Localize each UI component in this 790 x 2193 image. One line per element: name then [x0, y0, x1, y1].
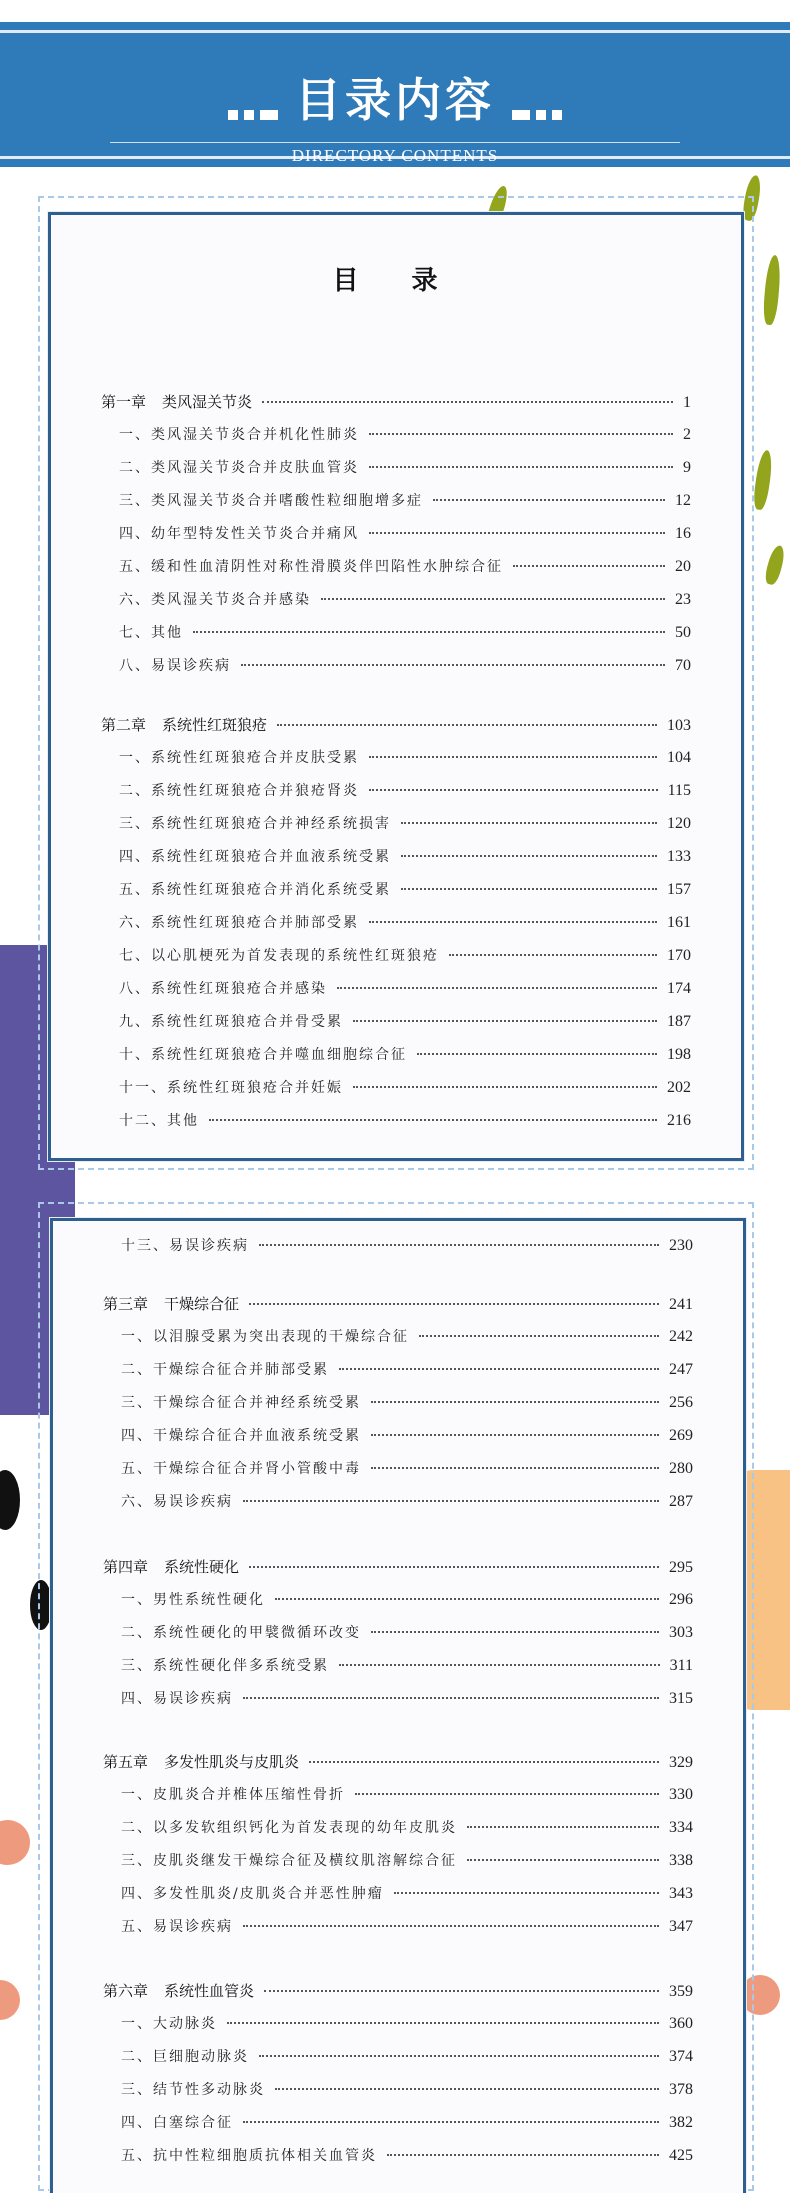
header-subtitle: DIRECTORY CONTENTS [291, 146, 499, 165]
dot-leader [467, 1826, 659, 1828]
section-title: 一、大动脉炎 [121, 2016, 217, 2032]
section-title: 四、干燥综合征合并血液系统受累 [121, 1428, 361, 1444]
section-title: 一、男性系统性硬化 [121, 1592, 265, 1608]
section-title: 六、易误诊疾病 [121, 1494, 233, 1510]
header-banner [0, 22, 790, 167]
toc-section-entry[interactable] [119, 1110, 691, 1130]
page-number: 198 [667, 1046, 691, 1063]
toc-section-entry[interactable] [119, 556, 691, 576]
chapter-name: 干燥综合征 [164, 1295, 240, 1313]
dot-leader [275, 1598, 659, 1600]
page-number: 374 [669, 2048, 693, 2065]
toc-chapter-entry[interactable] [103, 1751, 693, 1772]
section-title: 五、易误诊疾病 [121, 1919, 233, 1935]
dot-leader [513, 565, 665, 567]
section-title: 五、干燥综合征合并肾小管酸中毒 [121, 1461, 361, 1477]
toc-section-entry[interactable] [119, 589, 691, 609]
section-title: 一、系统性红斑狼疮合并皮肤受累 [119, 750, 359, 766]
toc-chapter-entry[interactable] [101, 714, 691, 735]
page-number: 50 [675, 624, 691, 641]
dot-leader [353, 1020, 657, 1022]
salmon-dot-decoration [0, 1980, 20, 2020]
page-number: 12 [675, 492, 691, 509]
section-title: 三、结节性多动脉炎 [121, 2082, 265, 2098]
section-title: 八、易误诊疾病 [119, 658, 231, 674]
toc-section-entry[interactable] [121, 1392, 693, 1412]
dot-leader [249, 1303, 659, 1305]
toc-section-entry[interactable] [121, 1883, 693, 1903]
section-title: 三、干燥综合征合并神经系统受累 [121, 1395, 361, 1411]
page-number: 315 [669, 1690, 693, 1707]
page-number: 280 [669, 1460, 693, 1477]
dot-leader [243, 1697, 659, 1699]
leaf-decoration [762, 255, 782, 326]
toc-panel-1 [48, 212, 744, 1161]
page-number: 296 [669, 1591, 693, 1608]
chapter-name: 系统性血管炎 [164, 1982, 255, 2000]
section-title: 二、系统性硬化的甲襞微循环改变 [121, 1625, 361, 1641]
dot-leader [467, 1859, 659, 1861]
dot-leader [401, 888, 657, 890]
chapter-name: 类风湿关节炎 [162, 393, 253, 411]
section-title: 十一、系统性红斑狼疮合并妊娠 [119, 1080, 343, 1096]
toc-section-entry[interactable] [121, 1850, 693, 1870]
dot-leader [339, 1368, 659, 1370]
dot-leader [193, 631, 665, 633]
section-title: 三、类风湿关节炎合并嗜酸性粒细胞增多症 [119, 493, 423, 509]
toc-section-entry[interactable] [119, 1011, 691, 1031]
section-title: 五、系统性红斑狼疮合并消化系统受累 [119, 882, 391, 898]
chapter-name: 多发性肌炎与皮肌炎 [164, 1753, 300, 1771]
page-number: 133 [667, 848, 691, 865]
header-title-row [0, 64, 790, 131]
toc-section-entry[interactable] [121, 1235, 693, 1255]
section-title: 六、类风湿关节炎合并感染 [119, 592, 311, 608]
dot-leader [243, 1925, 659, 1927]
dot-leader [262, 401, 673, 403]
toc-section-entry[interactable] [119, 945, 691, 965]
section-title: 九、系统性红斑狼疮合并骨受累 [119, 1014, 343, 1030]
page-number: 334 [669, 1819, 693, 1836]
dot-leader [275, 2088, 659, 2090]
dot-leader [339, 1664, 660, 1666]
page-number: 103 [667, 717, 691, 734]
dot-leader [401, 822, 657, 824]
toc-section-entry[interactable] [121, 1784, 693, 1804]
chapter-number: 第五章 [103, 1753, 149, 1771]
page-number: 157 [667, 881, 691, 898]
right-dots-decoration [509, 77, 565, 131]
page-number: 202 [667, 1079, 691, 1096]
toc-section-entry[interactable] [121, 1589, 693, 1609]
dot-leader [259, 2055, 659, 2057]
dot-leader [321, 598, 665, 600]
page-number: 174 [667, 980, 691, 997]
dot-leader [243, 2121, 659, 2123]
toc-section-entry[interactable] [121, 2013, 693, 2033]
dot-leader [371, 1467, 659, 1469]
section-title: 二、类风湿关节炎合并皮肤血管炎 [119, 460, 359, 476]
toc-section-entry[interactable] [121, 2145, 693, 2165]
leaf-decoration [752, 449, 774, 510]
header-title: 目录内容 [295, 73, 495, 127]
left-dots-decoration [225, 77, 281, 131]
section-title: 四、多发性肌炎/皮肌炎合并恶性肿瘤 [121, 1886, 384, 1902]
dot-leader [259, 1244, 659, 1246]
toc-section-entry[interactable] [121, 1622, 693, 1642]
dot-leader [277, 724, 657, 726]
chapter-title [101, 391, 252, 412]
toc-section-entry[interactable] [121, 1491, 693, 1511]
toc-section-entry[interactable] [119, 523, 691, 543]
page-number: 120 [667, 815, 691, 832]
page-number: 2 [683, 426, 691, 443]
section-title: 十、系统性红斑狼疮合并噬血细胞综合征 [119, 1047, 407, 1063]
page-number: 241 [669, 1296, 693, 1313]
section-title: 二、系统性红斑狼疮合并狼疮肾炎 [119, 783, 359, 799]
section-title: 七、以心肌梗死为首发表现的系统性红斑狼疮 [119, 948, 439, 964]
toc-chapter-entry[interactable] [101, 391, 691, 412]
toc-chapter-entry[interactable] [103, 1980, 693, 2001]
dot-leader [369, 532, 665, 534]
section-title: 二、巨细胞动脉炎 [121, 2049, 249, 2065]
toc-section-entry[interactable] [119, 655, 691, 675]
section-title: 五、抗中性粒细胞质抗体相关血管炎 [121, 2148, 377, 2164]
dot-leader [355, 1793, 659, 1795]
page-number: 303 [669, 1624, 693, 1641]
page-number: 247 [669, 1361, 693, 1378]
dot-leader [369, 921, 657, 923]
black-dot-decoration [0, 1470, 20, 1530]
top-band [0, 0, 790, 22]
toc-section-entry[interactable] [119, 912, 691, 932]
toc-section-entry[interactable] [121, 1655, 693, 1675]
dot-leader [309, 1761, 659, 1763]
dot-leader [371, 1401, 659, 1403]
chapter-number: 第二章 [101, 716, 147, 734]
page-number: 330 [669, 1786, 693, 1803]
section-title: 二、干燥综合征合并肺部受累 [121, 1362, 329, 1378]
salmon-dot-decoration [0, 1820, 30, 1865]
toc-section-entry[interactable] [119, 879, 691, 899]
toc-section-entry[interactable] [119, 747, 691, 767]
dot-leader [449, 954, 657, 956]
section-title: 三、皮肌炎继发干燥综合征及横纹肌溶解综合征 [121, 1853, 457, 1869]
page-number: 115 [667, 782, 691, 799]
page-number: 161 [667, 914, 691, 931]
dot-leader [387, 2154, 659, 2156]
page-number: 230 [669, 1237, 693, 1254]
header-stripe [0, 30, 790, 33]
toc-chapter-entry[interactable] [103, 1293, 693, 1314]
toc-section-entry[interactable] [119, 978, 691, 998]
page-number: 1 [683, 394, 691, 411]
chapter-title [103, 1980, 254, 2001]
dot-leader [264, 1990, 659, 1992]
page-number: 9 [683, 459, 691, 476]
page-number: 256 [669, 1394, 693, 1411]
chapter-title [103, 1751, 299, 1772]
toc-section-entry[interactable] [121, 1425, 693, 1445]
toc-title: 目 录 [332, 266, 460, 296]
page-number: 187 [667, 1013, 691, 1030]
page-number: 329 [669, 1754, 693, 1771]
chapter-title [101, 714, 267, 735]
page-number: 347 [669, 1918, 693, 1935]
dot-leader [369, 466, 673, 468]
chapter-name: 系统性硬化 [164, 1558, 240, 1576]
page-number: 360 [669, 2015, 693, 2032]
dot-leader [433, 499, 665, 501]
toc-section-entry[interactable] [119, 1077, 691, 1097]
dot-leader [249, 1566, 659, 1568]
page-number: 311 [669, 1657, 693, 1674]
toc-section-entry[interactable] [121, 1817, 693, 1837]
page-number: 104 [667, 749, 691, 766]
chapter-name: 系统性红斑狼疮 [162, 716, 268, 734]
section-title: 六、系统性红斑狼疮合并肺部受累 [119, 915, 359, 931]
toc-section-entry[interactable] [121, 1359, 693, 1379]
chapter-number: 第一章 [101, 393, 147, 411]
toc-section-entry[interactable] [119, 622, 691, 642]
page-number: 242 [669, 1328, 693, 1345]
chapter-number: 第四章 [103, 1558, 149, 1576]
page-number: 382 [669, 2114, 693, 2131]
purple-brush-decoration [0, 1200, 35, 1290]
page-number: 269 [669, 1427, 693, 1444]
page-number: 216 [667, 1112, 691, 1129]
page-number: 295 [669, 1559, 693, 1576]
page-number: 170 [667, 947, 691, 964]
page-number: 338 [669, 1852, 693, 1869]
section-title: 三、系统性硬化伴多系统受累 [121, 1658, 329, 1674]
section-title: 十三、易误诊疾病 [121, 1238, 249, 1254]
dot-leader [371, 1434, 659, 1436]
dot-leader [369, 433, 673, 435]
toc-section-entry[interactable] [121, 1688, 693, 1708]
page-number: 359 [669, 1983, 693, 2000]
section-title: 三、系统性红斑狼疮合并神经系统损害 [119, 816, 391, 832]
dot-leader [243, 1500, 659, 1502]
dot-leader [227, 2022, 659, 2024]
chapter-number: 第六章 [103, 1982, 149, 2000]
page-number: 425 [669, 2147, 693, 2164]
dot-leader [401, 855, 657, 857]
dot-leader [417, 1053, 657, 1055]
dot-leader [369, 756, 657, 758]
toc-section-entry[interactable] [121, 2112, 693, 2132]
chapter-number: 第三章 [103, 1295, 149, 1313]
section-title: 五、缓和性血清阴性对称性滑膜炎伴凹陷性水肿综合征 [119, 559, 503, 575]
page-number: 16 [675, 525, 691, 542]
page-number: 20 [675, 558, 691, 575]
section-title: 七、其他 [119, 625, 183, 641]
section-title: 八、系统性红斑狼疮合并感染 [119, 981, 327, 997]
leaf-decoration [763, 544, 787, 586]
section-title: 一、皮肌炎合并椎体压缩性骨折 [121, 1787, 345, 1803]
page-number: 287 [669, 1493, 693, 1510]
toc-section-entry[interactable] [121, 1458, 693, 1478]
header-rule [110, 142, 680, 143]
toc-panel-2 [50, 1218, 746, 2193]
section-title: 四、白塞综合征 [121, 2115, 233, 2131]
toc-section-entry[interactable] [119, 813, 691, 833]
dot-leader [337, 987, 657, 989]
page-number: 343 [669, 1885, 693, 1902]
section-title: 四、系统性红斑狼疮合并血液系统受累 [119, 849, 391, 865]
chapter-title [103, 1293, 239, 1314]
toc-section-entry[interactable] [121, 1916, 693, 1936]
toc-chapter-entry[interactable] [103, 1556, 693, 1577]
toc-section-entry[interactable] [119, 846, 691, 866]
dot-leader [371, 1631, 659, 1633]
section-title: 四、易误诊疾病 [121, 1691, 233, 1707]
toc-section-entry[interactable] [119, 1044, 691, 1064]
dot-leader [241, 664, 665, 666]
page-number: 378 [669, 2081, 693, 2098]
toc-section-entry[interactable] [121, 2046, 693, 2066]
toc-section-entry[interactable] [119, 424, 691, 444]
section-title: 一、以泪腺受累为突出表现的干燥综合征 [121, 1329, 409, 1345]
toc-section-entry[interactable] [121, 2079, 693, 2099]
section-title: 十二、其他 [119, 1113, 199, 1129]
page-number: 70 [675, 657, 691, 674]
section-title: 四、幼年型特发性关节炎合并痛风 [119, 526, 359, 542]
dot-leader [369, 789, 658, 791]
section-title: 二、以多发软组织钙化为首发表现的幼年皮肌炎 [121, 1820, 457, 1836]
dot-leader [353, 1086, 657, 1088]
dot-leader [209, 1119, 657, 1121]
toc-section-entry[interactable] [121, 1326, 693, 1346]
chapter-title [103, 1556, 239, 1577]
dot-leader [419, 1335, 659, 1337]
section-title: 一、类风湿关节炎合并机化性肺炎 [119, 427, 359, 443]
toc-section-entry[interactable] [119, 457, 691, 477]
page-number: 23 [675, 591, 691, 608]
dot-leader [394, 1892, 659, 1894]
toc-section-entry[interactable] [119, 780, 691, 800]
toc-section-entry[interactable] [119, 490, 691, 510]
